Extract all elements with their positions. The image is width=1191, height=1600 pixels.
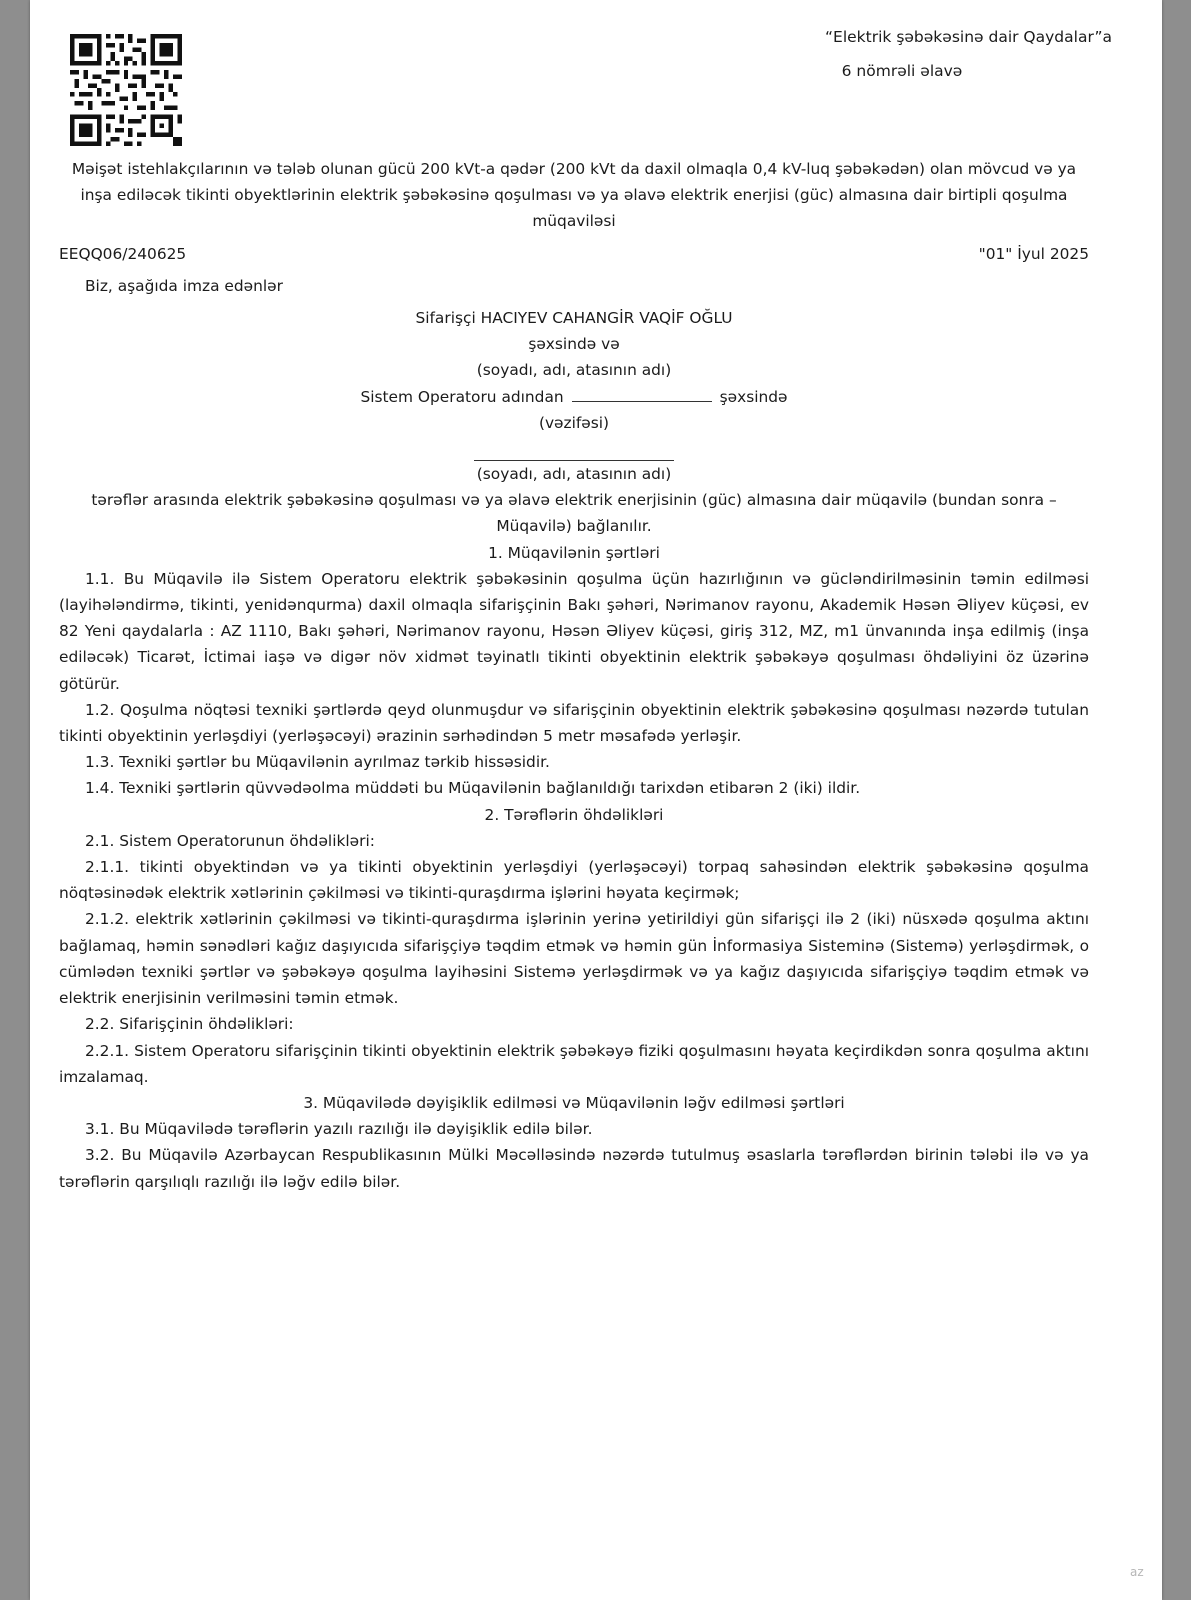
section-2-title: 2. Tərəflərin öhdəlikləri — [484, 805, 664, 824]
document-page — [30, 0, 1162, 1600]
appendix-number: 6 nömrəli əlavə — [841, 62, 963, 80]
number-date-row — [59, 241, 1089, 267]
in-person-and: şəxsində və — [528, 335, 620, 354]
clause-3-1: 3.1. Bu Müqavilədə tərəflərin yazılı razılığı ilə dəyişiklik edilə bilər. — [85, 1120, 593, 1139]
rules-reference: “Elektrik şəbəkəsinə dair Qaydalar”a — [825, 28, 1112, 46]
operator-line — [59, 384, 1089, 410]
section-1-title: 1. Müqavilənin şərtləri — [488, 543, 660, 562]
contract-number: EEQQ06/240625 — [59, 244, 187, 263]
contract-date: "01" İyul 2025 — [978, 244, 1089, 263]
document-body — [59, 156, 1089, 1195]
clause-3-2: 3.2. Bu Müqavilə Azərbaycan Respublikasının Mülki Məcəlləsində nəzərdə tutulmuş əsaslarla tərəflərdən birinin tələbi ilə və ya tərəflərin qarşılıqlı razılığı ilə ləğv edilə bilər. — [59, 1146, 1089, 1191]
clause-2-2-1: 2.2.1. Sistem Operatoru sifarişçinin tikinti obyektinin elektrik şəbəkəyə fiziki qoşulmasını həyata keçirdikdən sonra qoşulma aktını imzalamaq. — [59, 1041, 1089, 1086]
clause-2-2: 2.2. Sifarişçinin öhdəlikləri: — [85, 1015, 294, 1034]
customer-line: Sifarişçi HACIYEV CAHANGİR VAQİF OĞLU — [415, 309, 733, 328]
clause-1-1: 1.1. Bu Müqavilə ilə Sistem Operatoru elektrik şəbəkəsinin qoşulma üçün hazırlığının və gücləndirilməsinin təmin edilməsi (layihələndirmə, tikinti, yenidənqurma) daxil olmaqla sifarişçinin Bakı şəhəri, Nərimanov rayonu, Akademik Həsən Əliyev küçəsi, ev 82 Yeni qaydalarla : AZ 1110, Bakı şəhəri, Nərimanov rayonu, Həsən Əliyev küçəsi, giriş 312, MZ, m1 ünvanında inşa edilmiş (inşa ediləcək) Ticarət, İctimai iaşə və digər növ xidmət təyinatlı tikinti obyektinin elektrik şəbəkəyə qoşulması öhdəliyini öz üzərinə götürür. — [59, 569, 1089, 693]
clause-2-1-1: 2.1.1. tikinti obyektindən və ya tikinti obyektinin yerləşdiyi (yerləşəcəyi) torpaq sahəsindən elektrik şəbəkəsinə qoşulma nöqtəsinədək elektrik xətlərinin çəkilməsi və tikinti-quraşdırma işlərini həyata keçirmək; — [59, 858, 1089, 903]
signature-name-blank — [474, 448, 674, 461]
name-hint-1: (soyadı, adı, atasının adı) — [476, 361, 672, 380]
operator-prefix: Sistem Operatoru adından — [360, 387, 564, 406]
we-undersigned: Biz, aşağıda imza edənlər — [85, 276, 283, 295]
watermark: az — [1130, 1565, 1144, 1579]
operator-suffix: şəxsində — [719, 387, 788, 406]
appendix-reference — [692, 28, 1112, 96]
position-hint: (vəzifəsi) — [538, 413, 610, 432]
qr-code — [70, 34, 182, 146]
document-title: Məişət istehlakçılarının və tələb olunan gücü 200 kVt-a qədər (200 kVt da daxil olmaqla 0,4 kV-luq şəbəkədən) olan mövcud və ya inşa ediləcək tikinti obyektlərinin elektrik şəbəkəsinə qoşulması və ya əlavə elektrik enerjisi (güc) almasına dair birtipli qoşulma müqaviləsi — [71, 160, 1077, 231]
clause-1-3: 1.3. Texniki şərtlər bu Müqavilənin ayrılmaz tərkib hissəsidir. — [85, 753, 550, 772]
clause-2-1-2: 2.1.2. elektrik xətlərinin çəkilməsi və tikinti-quraşdırma işlərinin yerinə yetirildiyi gün sifarişçi ilə 2 (iki) nüsxədə qoşulma aktını bağlamaq, həmin sənədləri kağız daşıyıcıda sifarişçiyə təqdim etmək və həmin gün İnformasiya Sisteminə (Sistemə) yerləşdirmək, o cümlədən texniki şərtlər və şəbəkəyə qoşulma layihəsini Sistemə yerləşdirmək və ya kağız daşıyıcıda sifarişçiyə təqdim etmək və elektrik enerjisinin verilməsini təmin etmək. — [59, 910, 1089, 1008]
section-3-title: 3. Müqavilədə dəyişiklik edilməsi və Müqavilənin ləğv edilməsi şərtləri — [303, 1093, 845, 1112]
intro-paragraph: tərəflər arasında elektrik şəbəkəsinə qoşulması və ya əlavə elektrik enerjisinin (güc) almasına dair müqavilə (bundan sonra – Müqavilə) bağlanılır. — [91, 491, 1057, 536]
clause-1-2: 1.2. Qoşulma nöqtəsi texniki şərtlərdə qeyd olunmuşdur və sifarişçinin obyektinin elektrik şəbəkəsinə qoşulması nəzərdə tutulan tikinti obyektinin yerləşdiyi (yerləşəcəyi) ərazinin sərhədindən 5 metr məsafədə yerləşir. — [59, 700, 1089, 746]
clause-1-4: 1.4. Texniki şərtlərin qüvvədəolma müddəti bu Müqavilənin bağlanıldığı tarixdən etibarən 2 (iki) ildir. — [85, 779, 861, 798]
clause-2-1: 2.1. Sistem Operatorunun öhdəlikləri: — [85, 831, 375, 850]
name-hint-2: (soyadı, adı, atasının adı) — [476, 465, 672, 484]
operator-blank — [572, 387, 712, 402]
